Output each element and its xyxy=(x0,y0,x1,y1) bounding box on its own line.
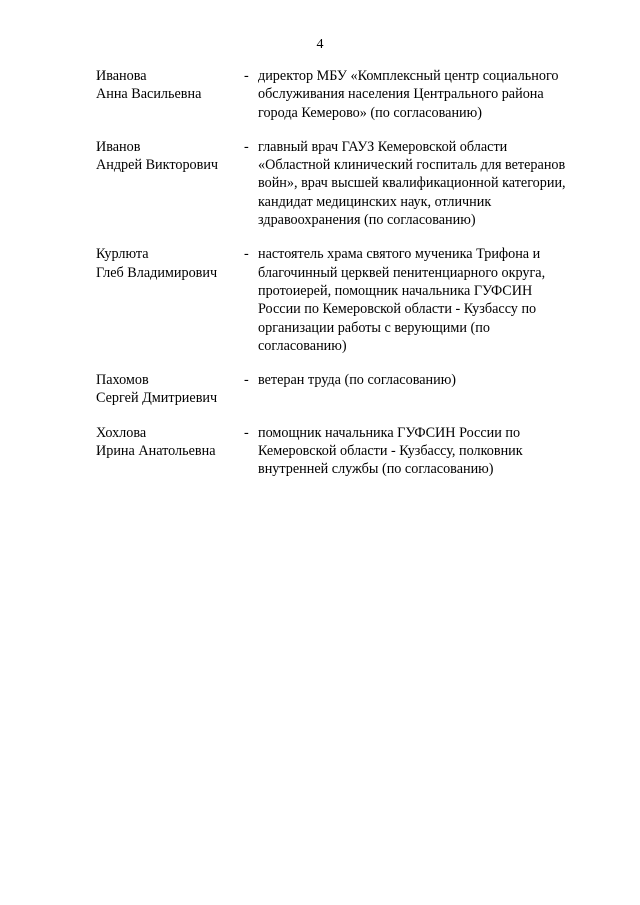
member-description: ветеран труда (по согласованию) xyxy=(258,372,457,389)
member-surname: Курлюта xyxy=(96,246,149,263)
member-dash: - xyxy=(244,246,249,263)
member-dash: - xyxy=(244,138,249,155)
member-entry xyxy=(96,424,596,479)
member-description: настоятель храма святого мученика Трифона и благочинный церквей пенитенциарного округа, протоиерей, помощник начальника ГУФСИН России по Кемеровской области - Кузбассу по организации работы с верующими (по согласованию) xyxy=(258,246,546,354)
member-name xyxy=(96,245,244,282)
member-surname: Пахомов xyxy=(96,372,149,389)
member-entry xyxy=(96,245,596,355)
member-description: главный врач ГАУЗ Кемеровской области «Областной клинический госпиталь для ветеранов войн», врач высшей квалификационной категории, кандидат медицинских наук, отличник здравоохранения (по согласованию) xyxy=(258,138,566,229)
member-description: директор МБУ «Комплексный центр социального обслуживания населения Центрального района города Кемерово» (по согласованию) xyxy=(258,68,559,121)
member-dash: - xyxy=(244,68,249,84)
member-given-name: Ирина Анатольевна xyxy=(96,443,216,460)
page-number: 4 xyxy=(316,37,324,52)
member-dash: - xyxy=(244,372,249,389)
member-entry xyxy=(96,371,596,408)
member-given-name: Анна Васильевна xyxy=(96,86,202,103)
member-name xyxy=(96,138,244,175)
member-name xyxy=(96,371,244,408)
member-entry xyxy=(96,67,596,122)
member-surname: Иванов xyxy=(96,138,141,155)
member-name xyxy=(96,424,244,461)
member-given-name: Сергей Дмитриевич xyxy=(96,390,218,407)
member-given-name: Глеб Владимирович xyxy=(96,264,218,281)
member-given-name: Андрей Викторович xyxy=(96,157,219,174)
member-surname: Иванова xyxy=(96,68,147,84)
member-name xyxy=(96,67,244,104)
member-surname: Хохлова xyxy=(96,424,147,441)
member-list xyxy=(96,67,596,495)
member-entry xyxy=(96,138,596,229)
member-dash: - xyxy=(244,424,249,441)
member-description: помощник начальника ГУФСИН России по Кемеровской области - Кузбассу, полковник внутренней службы (по согласованию) xyxy=(258,424,523,478)
